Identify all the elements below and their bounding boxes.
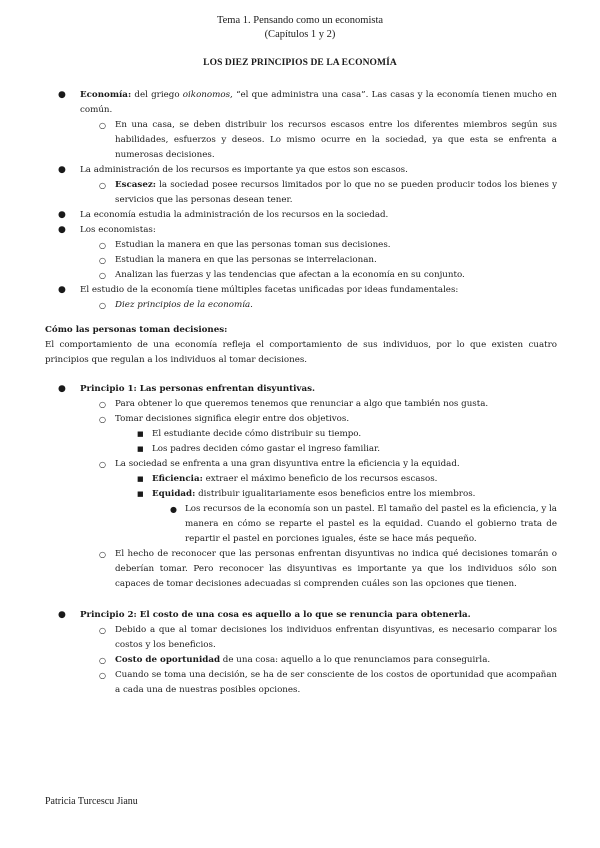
list-item-escasez — [45, 178, 557, 208]
bullet-icon: ● — [58, 285, 66, 295]
list-item-pastel — [45, 502, 557, 547]
bullet-icon: ● — [58, 384, 66, 394]
list-item-eficiencia — [45, 472, 557, 487]
text: Principio 1: Las personas enfrentan disyuntivas. — [80, 384, 315, 394]
circle-bullet-icon: ○ — [99, 550, 106, 559]
square-bullet-icon: ■ — [137, 445, 144, 453]
text: Principio 2: El costo de una cosa es aquello a lo que se renuncia para obtenerla. — [80, 610, 471, 620]
list-item-casa — [45, 118, 557, 163]
spacer — [45, 368, 557, 382]
text: Los economistas: — [80, 225, 156, 235]
text: la sociedad posee recursos limitados por lo que no se pueden producir todos los bienes y servicios que las personas desean tener. — [115, 180, 557, 205]
circle-bullet-icon: ○ — [99, 301, 106, 310]
term-costo-oportunidad: Costo de oportunidad — [115, 655, 221, 665]
text: Estudian la manera en que las personas toman sus decisiones. — [115, 240, 391, 250]
list-item-economista-3 — [45, 268, 557, 283]
list-item-cuando — [45, 668, 557, 698]
text: distribuir igualitariamente esos beneficios entre los miembros. — [195, 489, 476, 499]
bullet-icon: ● — [170, 505, 177, 514]
list-item-economia — [45, 88, 557, 118]
text: Los recursos de la economía son un pastel. El tamaño del pastel es la eficiencia, y la manera en cómo se reparte el pastel es la equidad. Cuando el gobierno trata de repartir el pastel en porciones iguales, éste se hace más pequeño. — [185, 504, 557, 544]
list-item-economista-2 — [45, 253, 557, 268]
spacer — [45, 592, 557, 608]
bullet-icon: ● — [58, 225, 66, 235]
square-bullet-icon: ■ — [137, 490, 144, 498]
page-title: LOS DIEZ PRINCIPIOS DE LA ECONOMÍA — [203, 58, 397, 68]
bullet-icon: ● — [58, 610, 66, 620]
spacer — [45, 313, 557, 323]
list-item-estudiante — [45, 427, 557, 442]
list-item-economistas — [45, 223, 557, 238]
circle-bullet-icon: ○ — [99, 256, 106, 265]
bullet-icon: ● — [58, 165, 66, 175]
text: Para obtener lo que queremos tenemos que renunciar a algo que también nos gusta. — [115, 399, 489, 409]
list-item-estudio — [45, 283, 557, 298]
text: “el que administra una casa”. Las casas y la economía tienen mucho en común. — [80, 90, 557, 115]
text: Diez principios de la economía. — [115, 300, 253, 310]
text: Debido a que al tomar decisiones los individuos enfrentan disyuntivas, es necesario comparar los costos y los beneficios. — [115, 625, 557, 650]
text: Estudian la manera en que las personas se interrelacionan. — [115, 255, 377, 265]
header-chapters: (Capítulos 1 y 2) — [264, 29, 336, 40]
list-item-costo-oportunidad — [45, 653, 557, 668]
section-heading: Cómo las personas toman decisiones: — [45, 325, 228, 335]
text: extraer el máximo beneficio de los recursos escasos. — [202, 474, 438, 484]
circle-bullet-icon: ○ — [99, 121, 106, 130]
list-item-obtener — [45, 397, 557, 412]
list-item-administracion — [45, 163, 557, 178]
bullet-icon: ● — [58, 90, 66, 100]
section-intro: El comportamiento de una economía refleja el comportamiento de sus individuos, por lo que existen cuatro principios que regulan a los individuos al tomar decisiones. — [45, 340, 557, 365]
list-item-estudia — [45, 208, 557, 223]
text: Los padres deciden cómo gastar el ingreso familiar. — [152, 444, 381, 454]
footer-author: Patricia Turcescu Jianu — [45, 796, 138, 807]
text: Cuando se toma una decisión, se ha de ser consciente de los costos de oportunidad que acompañan a cada una de nuestras posibles opciones. — [115, 670, 557, 695]
document-body — [45, 88, 557, 698]
term-oikonomos: oikonomos, — [182, 90, 233, 100]
circle-bullet-icon: ○ — [99, 656, 106, 665]
text: El hecho de reconocer que las personas enfrentan disyuntivas no indica qué decisiones tomarán o deberían tomar. Pero reconocer las disyuntivas es importante ya que los individuos sólo son capaces de tomar decisiones adecuadas si comprenden cuáles son las opciones que tienen. — [115, 549, 557, 589]
circle-bullet-icon: ○ — [99, 415, 106, 424]
bullet-icon: ● — [58, 210, 66, 220]
document-header — [0, 14, 600, 42]
text: La economía estudia la administración de los recursos en la sociedad. — [80, 210, 389, 220]
list-item-padres — [45, 442, 557, 457]
list-item-diez-principios — [45, 298, 557, 313]
text: aquello a lo que renunciamos para conseguirla. — [278, 655, 491, 665]
principio-1-title — [45, 382, 557, 397]
list-item-debido — [45, 623, 557, 653]
text: del griego — [131, 90, 183, 100]
list-item-sociedad — [45, 457, 557, 472]
circle-bullet-icon: ○ — [99, 400, 106, 409]
circle-bullet-icon: ○ — [99, 626, 106, 635]
term-economia: Economía: — [80, 90, 132, 100]
text: La administración de los recursos es importante ya que estos son escasos. — [80, 165, 408, 175]
text: de una cosa: — [220, 655, 279, 665]
term-equidad: Equidad: — [152, 489, 196, 499]
circle-bullet-icon: ○ — [99, 181, 106, 190]
circle-bullet-icon: ○ — [99, 671, 106, 680]
list-item-tomar — [45, 412, 557, 427]
text: El estudio de la economía tiene múltiples facetas unificadas por ideas fundamentales: — [80, 285, 459, 295]
circle-bullet-icon: ○ — [99, 241, 106, 250]
circle-bullet-icon: ○ — [99, 271, 106, 280]
term-escasez: Escasez: — [115, 180, 156, 190]
principio-2-title — [45, 608, 557, 623]
square-bullet-icon: ■ — [137, 430, 144, 438]
list-item-hecho — [45, 547, 557, 592]
header-topic: Tema 1. Pensando como un economista — [216, 15, 384, 26]
circle-bullet-icon: ○ — [99, 460, 106, 469]
text: En una casa, se deben distribuir los recursos escasos entre los diferentes miembros según sus habilidades, esfuerzos y deseos. Lo mismo ocurre en la sociedad, ya que esta se enfrenta a numerosas decisiones. — [115, 120, 557, 160]
list-item-economista-1 — [45, 238, 557, 253]
term-eficiencia: Eficiencia: — [152, 474, 203, 484]
text: Analizan las fuerzas y las tendencias que afectan a la economía en su conjunto. — [115, 270, 465, 280]
text: Tomar decisiones significa elegir entre dos objetivos. — [115, 414, 350, 424]
square-bullet-icon: ■ — [137, 475, 144, 483]
list-item-equidad — [45, 487, 557, 502]
text: El estudiante decide cómo distribuir su tiempo. — [152, 429, 362, 439]
text: La sociedad se enfrenta a una gran disyuntiva entre la eficiencia y la equidad. — [115, 459, 460, 469]
